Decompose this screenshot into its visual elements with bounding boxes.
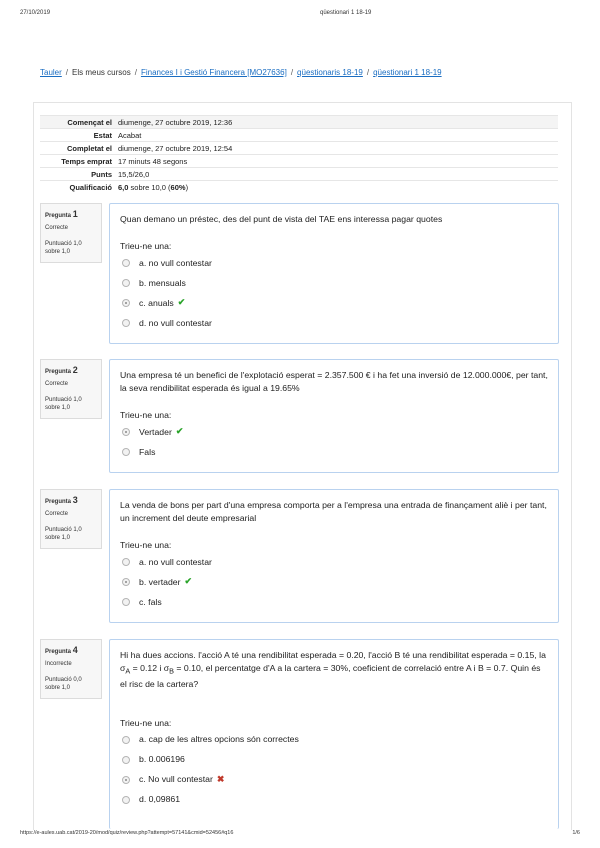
answer-option[interactable] [122, 750, 548, 770]
print-title: qüestionari 1 18-19 [320, 10, 372, 16]
breadcrumb [40, 68, 442, 77]
answer-option[interactable] [122, 422, 548, 442]
radio-button[interactable] [122, 796, 130, 804]
answer-option[interactable] [122, 592, 548, 612]
grade-end: ) [185, 182, 189, 192]
answer-option[interactable] [122, 273, 548, 293]
question-3-content [109, 489, 559, 623]
summary-row-time-taken [40, 155, 558, 168]
radio-button[interactable] [122, 279, 130, 287]
print-url: https://e-aules.uab.cat/2019-20/mod/quiz/review.php?attempt=57141&cmid=52456#q16 [20, 830, 234, 836]
question-1-content [109, 203, 559, 344]
attempt-summary-table [40, 115, 558, 194]
breadcrumb-separator: / [65, 68, 69, 77]
answer-label: Fals [139, 446, 156, 457]
answer-label: a. no vull contestar [139, 556, 212, 567]
summary-row-state [40, 129, 558, 142]
question-text [120, 649, 548, 691]
summary-value: 15,5/26,0 [118, 168, 558, 181]
summary-value: Acabat [118, 129, 558, 142]
question-word: Pregunta [45, 499, 72, 505]
answer-label: b. 0.006196 [139, 754, 185, 765]
answer-label: c. fals [139, 596, 162, 607]
question-number [45, 644, 97, 656]
correct-check-icon: ✔ [177, 297, 186, 308]
answer-label: d. 0,09861 [139, 794, 181, 805]
radio-button[interactable] [122, 558, 130, 566]
summary-row-started [40, 116, 558, 129]
radio-button[interactable] [122, 259, 130, 267]
summary-row-completed [40, 142, 558, 155]
question-state: Correcte [45, 225, 69, 232]
breadcrumb-separator: / [366, 68, 370, 77]
question-2-info [40, 359, 102, 419]
radio-button[interactable] [122, 448, 130, 456]
answer-option[interactable] [122, 730, 548, 750]
question-number [45, 494, 97, 506]
summary-row-grade [40, 181, 558, 194]
incorrect-cross-icon: ✖ [216, 774, 225, 784]
radio-button[interactable] [122, 319, 130, 327]
breadcrumb-item-course[interactable]: Finances I i Gestió Financera [MO27636] [140, 68, 287, 77]
answer-option[interactable] [122, 253, 548, 273]
question-grade: Puntuació 0,0 sobre 1,0 [45, 677, 82, 692]
summary-value: diumenge, 27 octubre 2019, 12:36 [118, 116, 558, 129]
question-text: La venda de bons per part d'una empresa comporta per a l'empresa una entrada de finançament aliè i per tant, un increment del deute empresarial [120, 500, 547, 524]
answer-label: a. cap de les altres opcions són correctes [139, 734, 299, 745]
breadcrumb-separator: / [290, 68, 294, 77]
question-number-value: 2 [72, 365, 78, 375]
grade-mid: sobre 10,0 ( [128, 182, 171, 192]
summary-label: Qualificació [40, 181, 118, 194]
grade-percent: 60% [170, 182, 186, 192]
question-number-value: 3 [72, 495, 78, 505]
answer-label: d. no vull contestar [139, 317, 212, 328]
answer-label: c. anuals [139, 297, 174, 308]
answer-prompt: Trieu-ne una: [120, 241, 172, 252]
summary-label: Punts [40, 168, 118, 181]
answer-option[interactable] [122, 572, 548, 592]
question-subscript: B [169, 666, 174, 676]
question-grade: Puntuació 1,0 sobre 1,0 [45, 241, 82, 256]
question-subscript: A [125, 666, 131, 676]
question-state: Incorrecte [45, 661, 72, 668]
answer-option[interactable] [122, 293, 548, 313]
grade-score: 6,0 [118, 182, 129, 192]
breadcrumb-item-quiz[interactable]: qüestionari 1 18-19 [373, 68, 442, 77]
answer-option[interactable] [122, 313, 548, 333]
summary-label: Completat el [40, 142, 118, 155]
print-page-number: 1/6 [572, 830, 580, 836]
answer-label: b. vertader [139, 576, 181, 587]
answer-prompt: Trieu-ne una: [120, 540, 172, 551]
answer-label: a. no vull contestar [139, 257, 212, 268]
breadcrumb-item-my-courses: Els meus cursos [72, 68, 131, 77]
answer-option[interactable] [122, 552, 548, 572]
question-grade: Puntuació 1,0 sobre 1,0 [45, 397, 82, 412]
question-4-content [109, 639, 559, 829]
summary-row-marks [40, 168, 558, 181]
breadcrumb-separator: / [134, 68, 137, 77]
question-1-info [40, 203, 102, 263]
question-text: Quan demano un préstec, des del punt de vista del TAE ens interessa pagar quotes [120, 214, 443, 224]
answer-option[interactable] [122, 790, 548, 810]
question-text-part: = 0.10, el percentatge d'A a la cartera = 30%, coeficient de correlació entre A i B = 0.7. Quin és el risc de la cartera? [120, 663, 541, 689]
answer-label: Vertader [139, 426, 172, 437]
question-3-info [40, 489, 102, 549]
summary-value: diumenge, 27 octubre 2019, 12:54 [118, 142, 558, 155]
breadcrumb-item-tauler[interactable]: Tauler [40, 68, 62, 77]
question-number-value: 4 [72, 645, 78, 655]
question-text-part: Hi ha dues accions. l'acció A té una rendibilitat esperada = 0.20, l'acció B té una rendibilitat esperada = 0.15, la σ [120, 650, 546, 674]
question-number [45, 364, 97, 376]
answer-prompt: Trieu-ne una: [120, 410, 172, 421]
question-grade: Puntuació 1,0 sobre 1,0 [45, 527, 82, 542]
question-word: Pregunta [45, 369, 72, 375]
correct-check-icon: ✔ [184, 576, 193, 587]
breadcrumb-item-quizzes[interactable]: qüestionaris 18-19 [297, 68, 363, 77]
answer-label: c. No vull contestar [139, 774, 213, 785]
answer-option[interactable] [122, 442, 548, 462]
print-footer [20, 830, 580, 840]
radio-button-selected[interactable] [122, 578, 130, 586]
question-word: Pregunta [45, 213, 72, 219]
print-date: 27/10/2019 [20, 10, 51, 16]
question-2-content [109, 359, 559, 473]
question-word: Pregunta [45, 649, 72, 655]
answer-label: b. mensuals [139, 277, 186, 288]
summary-label: Començat el [40, 116, 118, 129]
radio-button-selected[interactable] [122, 776, 130, 784]
summary-value: 17 minuts 48 segons [118, 155, 558, 168]
question-text-part: = 0.12 i σ [130, 663, 170, 674]
radio-button[interactable] [122, 756, 130, 764]
answer-option[interactable] [122, 770, 548, 790]
radio-button[interactable] [122, 598, 130, 606]
question-text: Una empresa té un benefici de l'explotació esperat = 2.357.500 € i ha fet una inversió de 12.000.000€, per tant, la seva rendibilitat esperada és igual a 19.65% [120, 370, 548, 394]
summary-label: Temps emprat [40, 155, 118, 168]
question-number-value: 1 [72, 209, 78, 219]
summary-label: Estat [40, 129, 118, 142]
correct-check-icon: ✔ [175, 426, 184, 437]
radio-button-selected[interactable] [122, 299, 130, 307]
summary-grade-value [118, 181, 558, 194]
answer-prompt: Trieu-ne una: [120, 717, 172, 728]
radio-button-selected[interactable] [122, 428, 130, 436]
question-4-info [40, 639, 102, 699]
question-state: Correcte [45, 381, 69, 388]
question-number [45, 208, 97, 220]
print-header [20, 10, 580, 20]
question-state: Correcte [45, 511, 69, 518]
radio-button[interactable] [122, 736, 130, 744]
